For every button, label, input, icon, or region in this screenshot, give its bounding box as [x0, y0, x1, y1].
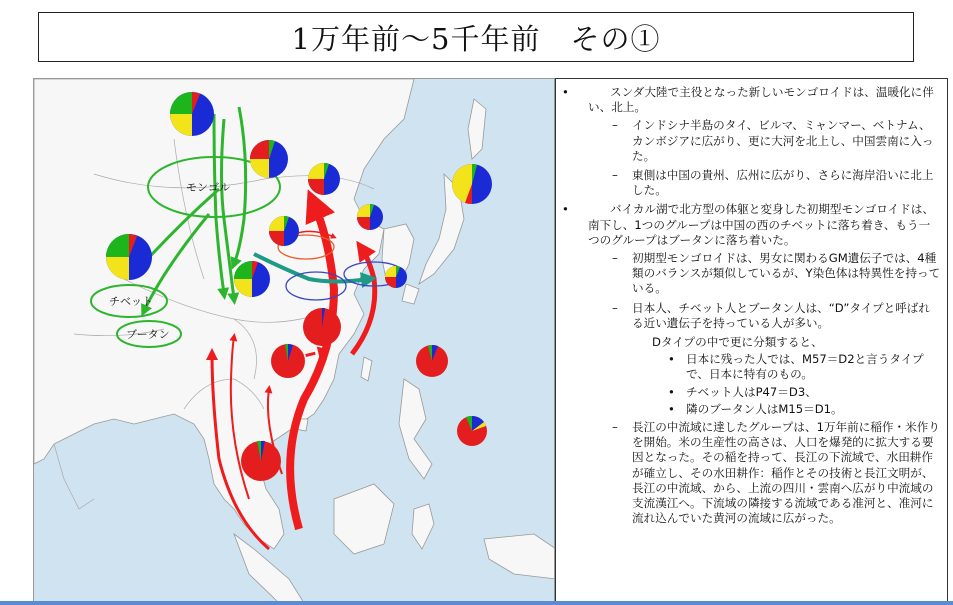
sub-bullet-1b-text: 東側は中国の貴州、広州に広がり、さらに海岸沿いに北上した。: [632, 168, 934, 198]
map-svg: [34, 79, 555, 602]
bullet-1: [560, 85, 941, 115]
description-panel: [555, 78, 948, 602]
bullet-dot: •: [668, 384, 675, 399]
bullet-dot: •: [562, 202, 569, 217]
sub-bullet-2b-text: 日本人、チベット人とブータン人は、“D”タイプと呼ばれる近い遺伝子を持っている人が多い。: [632, 300, 930, 330]
bullet-dot: •: [668, 352, 675, 367]
item-d2-text: 日本に残った人では、M57＝D2と言うタイプで、日本に特有のもの。: [686, 352, 924, 382]
pie-mongolia: [250, 140, 288, 178]
pie-mongolia-north: [170, 92, 214, 136]
item-d3: [560, 385, 941, 400]
pie-south-china: [303, 308, 341, 346]
bullet-dash: –: [612, 168, 618, 183]
pie-yangtze: [269, 216, 299, 246]
bullet-dash: –: [612, 118, 618, 133]
sub-bullet-2a-text: 初期型モンゴロイドは、男女に関わるGM遺伝子では、4種類のバランスが類似しているが、Y染色体は特異性を持っている。: [632, 251, 941, 296]
sub-bullet-2a: [560, 251, 941, 297]
pie-philippines: [457, 416, 487, 446]
sub-bullet-2c-text: 長江の中流域に達したグループは、1万年前に稲作・米作りを開始。米の生産性の高さは、人口を爆発的に拡大する要因となった。その稲を持って、長江の下流域で、水田耕作が確立し、その水田耕作：稲作とその技術と長江文明が、長江の中流域、から、上流の四川・雲南へ広がり中流域の支流漢江へ。下流域の隣接する流域である准河と、准河に流れ込んでいた黄河の流域に広がった。: [632, 420, 940, 526]
bhutan-label: ブータン: [126, 328, 170, 341]
migration-map: [33, 78, 555, 602]
pie-taiwan: [416, 345, 448, 377]
item-d3-text: チベット人はP47＝D3、: [686, 384, 817, 399]
bullet-dash: –: [612, 300, 618, 315]
tibet-label: チベット: [109, 295, 153, 308]
bullet-2: [560, 202, 941, 248]
mongol-label: モンゴル: [186, 181, 230, 194]
sub-bullet-2c: [560, 420, 941, 526]
bullet-dot: •: [668, 401, 675, 416]
pie-guangzhou: [271, 344, 305, 378]
sub-bullet-1b: [560, 168, 941, 198]
bullet-dash: –: [612, 420, 618, 435]
item-d2: [560, 352, 941, 382]
bullet-1-text: スンダ大陸で主役となった新しいモンゴロイドは、温暖化に伴い、北上。: [588, 85, 934, 115]
bullet-dot: •: [562, 85, 569, 99]
sub-bullet-2b-intro: Dタイプの中で更に分類すると、: [652, 335, 823, 350]
pie-sakhalin: [452, 164, 492, 204]
page-title: 1万年前～5千年前 その①: [291, 21, 661, 56]
bullet-dash: –: [612, 251, 618, 266]
title-box: [38, 12, 914, 62]
sub-bullet-2b: [560, 301, 941, 331]
pie-tibet: [106, 234, 152, 280]
pie-sichuan: [234, 261, 270, 297]
bottom-accent-line: [0, 601, 953, 605]
sub-bullet-1a-text: インドシナ半島のタイ、ビルマ、ミャンマー、ベトナム、カンボジアに広がり、更に大河を北上し、中国雲南に入った。: [632, 118, 934, 163]
item-d1: [560, 402, 941, 417]
pie-manchuria: [308, 163, 340, 195]
pie-korea: [357, 204, 383, 230]
pie-japan: [385, 266, 407, 288]
item-d1-text: 隣のブータン人はM15＝D1。: [686, 401, 843, 416]
sub-bullet-1a: [560, 118, 941, 164]
bullet-2-text: バイカル湖で北方型の体躯と変身した初期型モンゴロイドは、南下し、1つのグループは中国の西のチベットに落ち着き、もう一つのグループはブータンに落ち着いた。: [588, 202, 934, 247]
pie-indochina: [241, 441, 281, 481]
